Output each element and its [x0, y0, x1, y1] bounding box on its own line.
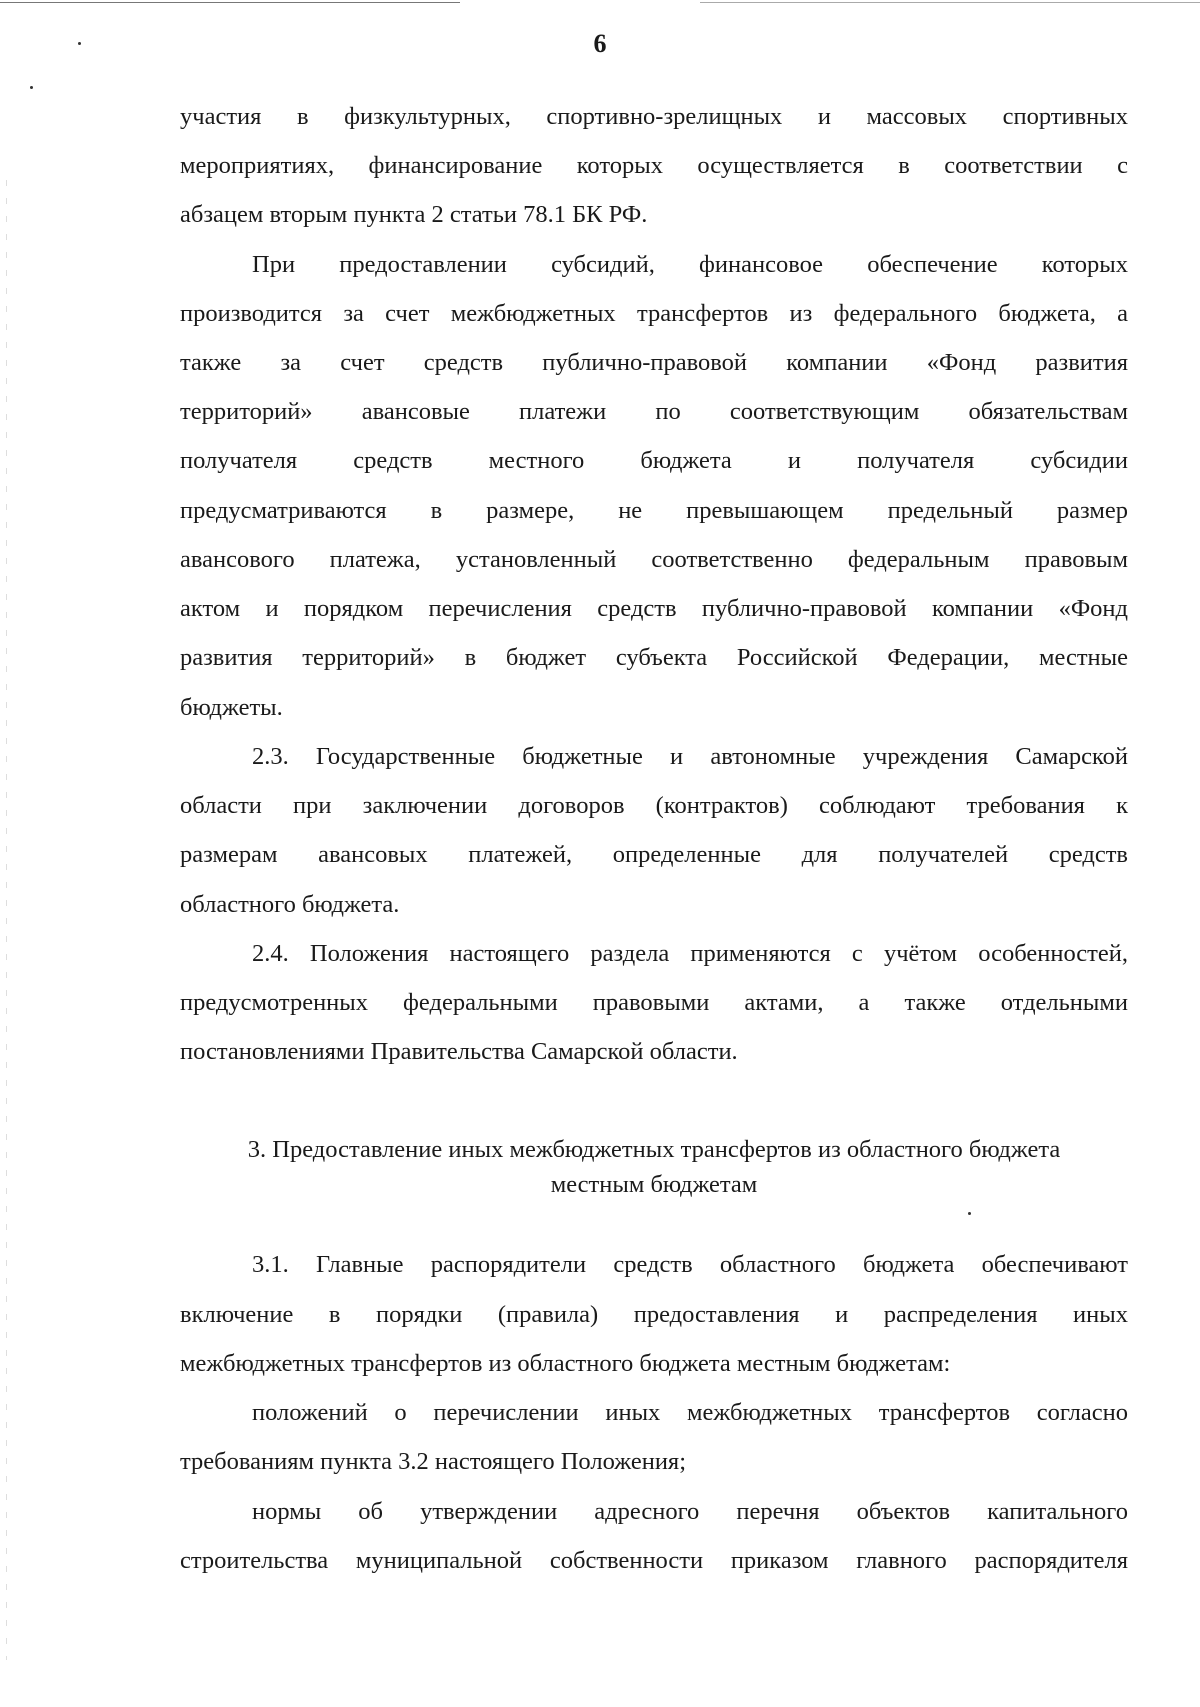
text-line: предусмотренных федеральными правовыми актами, а также отдельными — [180, 989, 1128, 1016]
text-line: предусматриваются в размере, не превышающем предельный размер — [180, 497, 1128, 524]
text-line: 2.4. Положения настоящего раздела применяются с учётом особенностей, — [252, 940, 1128, 967]
text-line: нормы об утверждении адресного перечня объектов капитального — [252, 1498, 1128, 1525]
text-line: требованиям пункта 3.2 настоящего Положения; — [180, 1448, 687, 1475]
text-line: областного бюджета. — [180, 891, 400, 918]
scan-top-rule — [0, 2, 460, 3]
text-line: производится за счет межбюджетных трансфертов из федерального бюджета, а — [180, 300, 1128, 327]
page-number: 6 — [593, 29, 607, 58]
text-line: включение в порядки (правила) предоставления и распределения иных — [180, 1301, 1128, 1328]
section-heading-line2: местным бюджетам — [550, 1171, 758, 1198]
text-line: межбюджетных трансфертов из областного бюджета местным бюджетам: — [180, 1350, 951, 1377]
text-line: актом и порядком перечисления средств публично-правовой компании «Фонд — [180, 595, 1128, 622]
text-line: получателя средств местного бюджета и получателя субсидии — [180, 447, 1128, 474]
scan-top-rule-right — [700, 2, 1200, 3]
text-line: размерам авансовых платежей, определенные для получателей средств — [180, 841, 1128, 868]
text-line: также за счет средств публично-правовой компании «Фонд развития — [180, 349, 1128, 376]
text-line: мероприятиях, финансирование которых осуществляется в соответствии с — [180, 152, 1128, 179]
text-line: 3.1. Главные распорядители средств областного бюджета обеспечивают — [252, 1251, 1128, 1278]
text-line: бюджеты. — [180, 694, 283, 721]
text-line: участия в физкультурных, спортивно-зрелищных и массовых спортивных — [180, 103, 1128, 130]
scan-speck — [30, 86, 33, 89]
text-line: территорий» авансовые платежи по соответствующим обязательствам — [180, 398, 1128, 425]
text-line: строительства муниципальной собственности приказом главного распорядителя — [180, 1547, 1128, 1574]
scan-speck — [968, 1212, 971, 1215]
text-line: При предоставлении субсидий, финансовое обеспечение которых — [252, 251, 1128, 278]
text-line: абзацем вторым пункта 2 статьи 78.1 БК РФ. — [180, 201, 648, 228]
section-heading: 3. Предоставление иных межбюджетных трансфертов из областного бюджета — [247, 1136, 1061, 1163]
text-line: авансового платежа, установленный соответственно федеральным правовым — [180, 546, 1128, 573]
scan-left-edge — [6, 180, 7, 1660]
text-line: области при заключении договоров (контрактов) соблюдают требования к — [180, 792, 1128, 819]
text-line: 2.3. Государственные бюджетные и автономные учреждения Самарской — [252, 743, 1128, 770]
text-line: развития территорий» в бюджет субъекта Российской Федерации, местные — [180, 644, 1128, 671]
text-line: положений о перечислении иных межбюджетных трансфертов согласно — [252, 1399, 1128, 1426]
text-line: постановлениями Правительства Самарской области. — [180, 1038, 738, 1065]
